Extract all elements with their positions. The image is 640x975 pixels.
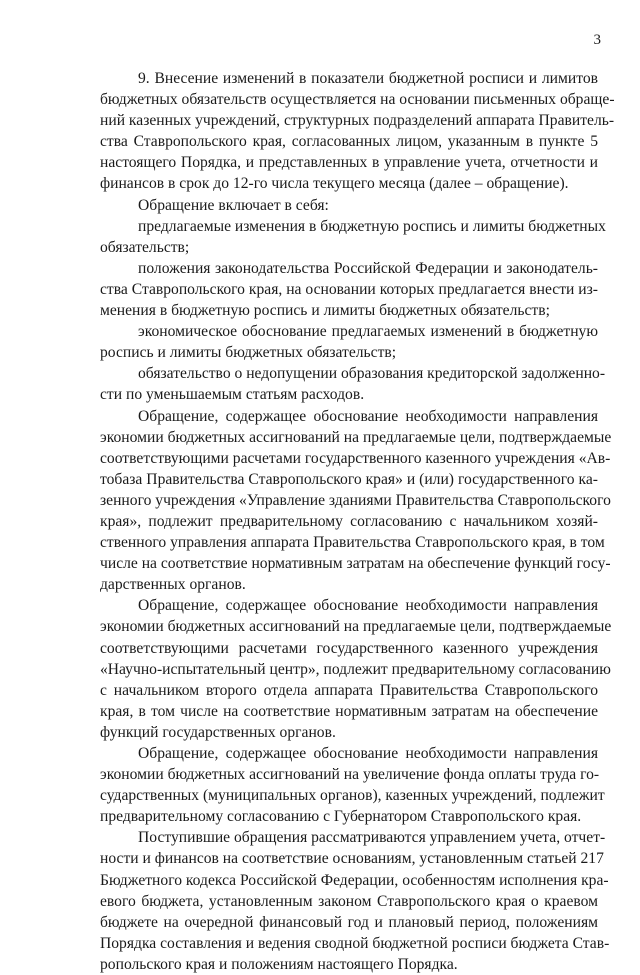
text-line: обязательство о недопущении образования кредиторской задолженно-: [138, 365, 606, 383]
text-line: бюджетных обязательств осуществляется на основании письменных обраще-: [100, 91, 615, 109]
text-line: финансов в срок до 12-го числа текущего месяца (далее – обращение).: [100, 175, 569, 193]
paragraph: [100, 68, 615, 195]
text-line: Обращение включает в себя:: [138, 196, 329, 214]
text-line: Обращение, содержащее обоснование необходимости направления: [138, 407, 598, 425]
text-line: Поступившие обращения рассматриваются управлением учета, отчет-: [138, 829, 606, 847]
text-line: обязательств;: [100, 238, 190, 256]
text-line: соответствующими расчетами государственного казенного учреждения: [100, 639, 598, 657]
text-line: предлагаемые изменения в бюджетную роспись и лимиты бюджетных: [138, 217, 606, 235]
text-line: «Научно-испытательный центр», подлежит предварительному согласованию: [100, 660, 611, 678]
text-line: экономическое обоснование предлагаемых изменений в бюджетную: [138, 323, 598, 341]
text-line: настоящего Порядка, и представленных в управление учета, отчетности и: [100, 154, 598, 172]
text-line: Обращение, содержащее обоснование необходимости направления: [138, 745, 598, 762]
text-line: функций государственных органов.: [100, 723, 336, 741]
document-body: [100, 68, 615, 975]
text-line: с начальником второго отдела аппарата Правительства Ставропольского: [100, 681, 598, 699]
text-line: положения законодательства Российской Федерации и законодатель-: [138, 259, 598, 277]
text-line: тобаза Правительства Ставропольского края» и (или) государственного ка-: [100, 470, 598, 488]
paragraph: [100, 406, 612, 596]
paragraph: [100, 321, 598, 363]
text-line: ственного управления аппарата Правительства Ставропольского края, в том: [100, 534, 605, 552]
text-line: края, в том числе на соответствие нормативным затратам на обеспечение: [100, 702, 598, 720]
paragraph: [100, 595, 612, 743]
text-line: менения в бюджетную роспись и лимиты бюджетных обязательств;: [100, 302, 550, 320]
text-line: Порядка составления и ведения сводной бюджетной росписи бюджета Став-: [100, 934, 610, 952]
text-line: предварительному согласованию с Губернатором Ставропольского края.: [100, 808, 582, 826]
text-line: экономии бюджетных ассигнований на увеличение фонда оплаты труда го-: [100, 766, 600, 784]
text-line: экономии бюджетных ассигнований на предлагаемые цели, подтверждаемые: [100, 428, 612, 446]
text-line: Обращение, содержащее обоснование необходимости направления: [138, 597, 598, 615]
paragraph: [100, 363, 606, 405]
text-line: Бюджетного кодекса Российской Федерации, особенностям исполнения кра-: [100, 871, 609, 889]
text-line: экономии бюджетных ассигнований на предлагаемые цели, подтверждаемые: [100, 618, 612, 636]
text-line: сти по уменьшаемым статьям расходов.: [100, 386, 365, 404]
paragraph: [100, 827, 610, 975]
text-line: числе на соответствие нормативным затратам на обеспечение функций госу-: [100, 555, 611, 573]
text-line: ности и финансов на соответствие основаниям, установленным статьей 217: [100, 850, 604, 868]
text-line: бюджете на очередной финансовый год и плановый период, положениям: [100, 913, 598, 931]
paragraph: [100, 258, 598, 321]
text-line: дарственных органов.: [100, 576, 246, 594]
text-line: ний казенных учреждений, структурных подразделений аппарата Правитель-: [100, 112, 615, 130]
text-line: евого бюджета, установленным законом Ставропольского края о краевом: [100, 892, 598, 910]
text-line: зенного учреждения «Управление зданиями Правительства Ставропольского: [100, 491, 611, 509]
text-line: сударственных (муниципальных органов), казенных учреждений, подлежит: [100, 787, 605, 805]
text-line: края», подлежит предварительному согласованию с начальником хозяй-: [100, 512, 598, 530]
text-line: соответствующими расчетами государственного казенного учреждения «Ав-: [100, 449, 611, 467]
text-line: роспись и лимиты бюджетных обязательств;: [100, 344, 397, 362]
text-line: ства Ставропольского края, на основании которых предлагается внести из-: [100, 280, 598, 298]
text-line: 9. Внесение изменений в показатели бюджетной росписи и лимитов: [138, 70, 598, 87]
paragraph: [100, 195, 598, 216]
page-number: 3: [593, 32, 601, 48]
paragraph: [100, 216, 606, 258]
paragraph: [100, 743, 605, 827]
text-line: ропольского края и положениям настоящего Порядка.: [100, 955, 458, 973]
text-line: ства Ставропольского края, согласованных лицом, указанным в пункте 5: [100, 133, 598, 151]
